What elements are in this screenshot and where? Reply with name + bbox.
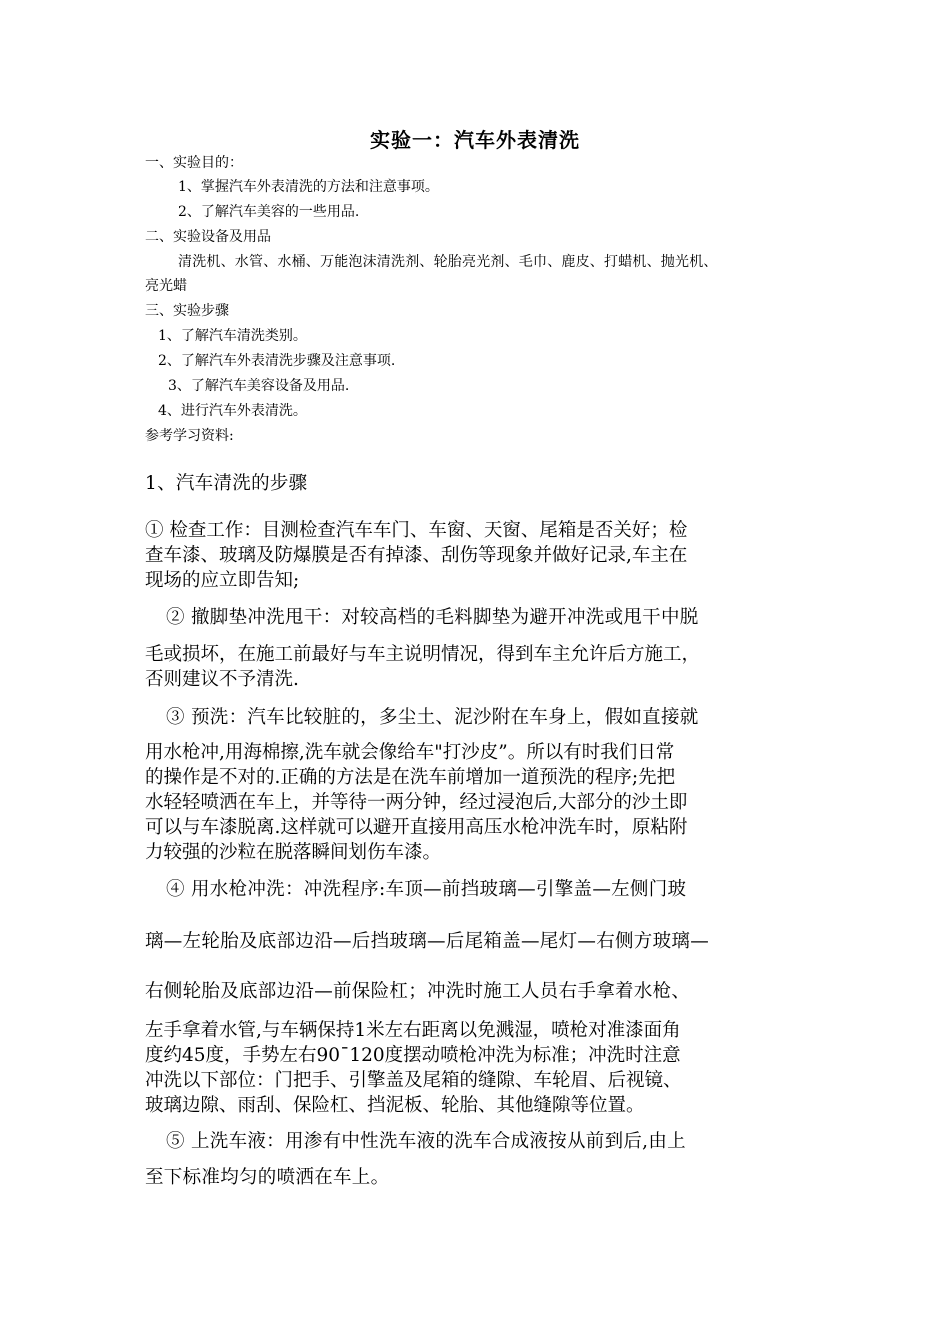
equipment-list-line: 亮光蜡 [145, 278, 187, 294]
objective-item: 2、了解汽车美容的一些用品. [178, 204, 360, 220]
paragraph-line: 查车漆、玻璃及防爆膜是否有掉漆、刮伤等现象并做好记录,车主在 [145, 545, 688, 566]
paragraph-line: ② 撤脚垫冲洗甩干：对较高档的毛料脚垫为避开冲洗或甩干中脱 [166, 607, 699, 628]
step-item: 3、了解汽车美容设备及用品. [168, 378, 350, 394]
page-title: 实验一：汽车外表清洗 [370, 128, 580, 152]
step-item: 4、进行汽车外表清洗。 [158, 403, 307, 419]
reference-label: 参考学习资料: [145, 428, 234, 444]
reference-heading: 1、汽车清洗的步骤 [145, 473, 308, 494]
equipment-list-line: 清洗机、水管、水桶、万能泡沫清洗剂、轮胎亮光剂、毛巾、鹿皮、打蜡机、抛光机、 [178, 254, 718, 270]
section-heading-steps: 三、实验步骤 [145, 303, 229, 319]
paragraph-line: 水轻轻喷洒在车上，并等待一两分钟，经过浸泡后,大部分的沙土即 [145, 792, 688, 813]
paragraph-line: 右侧轮胎及底部边沿—前保险杠；冲洗时施工人员右手拿着水枪、 [145, 981, 691, 1002]
section-heading-objectives: 一、实验目的： [145, 155, 243, 171]
step-item: 1、了解汽车清洗类别。 [158, 328, 307, 344]
paragraph-rinse [145, 1018, 810, 1118]
paragraph-line: ① 检查工作：目测检查汽车车门、车窗、天窗、尾箱是否关好；检 [145, 520, 688, 541]
section-heading-equipment: 二、实验设备及用品 [145, 229, 271, 245]
paragraph-line: 力较强的沙粒在脱落瞬间划伤车漆。 [145, 842, 442, 863]
paragraph-line: 毛或损坏，在施工前最好与车主说明情况，得到车主允许后方施工， [145, 644, 701, 665]
paragraph-line: 可以与车漆脱离.这样就可以避开直接用高压水枪冲洗车时，原粘附 [145, 817, 688, 838]
step-item: 2、了解汽车外表清洗步骤及注意事项. [158, 353, 396, 369]
paragraph-line: 玻璃边隙、雨刮、保险杠、挡泥板、轮胎、其他缝隙等位置。 [145, 1095, 645, 1116]
paragraph-line: 否则建议不予清洗. [145, 669, 299, 690]
paragraph-line: ③ 预洗：汽车比较脏的，多尘土、泥沙附在车身上，假如直接就 [166, 707, 699, 728]
paragraph-line: 度约45度，手势左右90¯120度摆动喷枪冲洗为标准；冲洗时注意 [145, 1045, 681, 1066]
paragraph-line: 用水枪冲,用海棉擦,洗车就会像给车"打沙皮”。所以有时我们日常 [145, 742, 675, 763]
paragraph-line: ④ 用水枪冲洗：冲洗程序:车顶—前挡玻璃—引擎盖—左侧门玻 [166, 879, 687, 900]
paragraph-line: 璃—左轮胎及底部边沿—后挡玻璃—后尾箱盖—尾灯—右侧方玻璃— [145, 931, 710, 952]
paragraph-floor-mats [145, 642, 810, 692]
paragraph-line: 至下标准均匀的喷洒在车上。 [145, 1167, 390, 1188]
paragraph-line: 现场的应立即告知; [145, 570, 300, 591]
paragraph-line: 左手拿着水管,与车辆保持1米左右距离以免溅湿，喷枪对准漆面角 [145, 1020, 681, 1041]
paragraph-line: 冲洗以下部位：门把手、引擎盖及尾箱的缝隙、车轮眉、后视镜、 [145, 1070, 682, 1091]
paragraph-line: ⑤ 上洗车液：用渗有中性洗车液的洗车合成液按从前到后,由上 [166, 1131, 686, 1152]
paragraph-prewash [145, 740, 810, 865]
objective-item: 1、掌握汽车外表清洗的方法和注意事项。 [178, 179, 439, 195]
paragraph-inspection [145, 518, 810, 593]
paragraph-line: 的操作是不对的.正确的方法是在洗车前增加一道预洗的程序;先把 [145, 767, 676, 788]
